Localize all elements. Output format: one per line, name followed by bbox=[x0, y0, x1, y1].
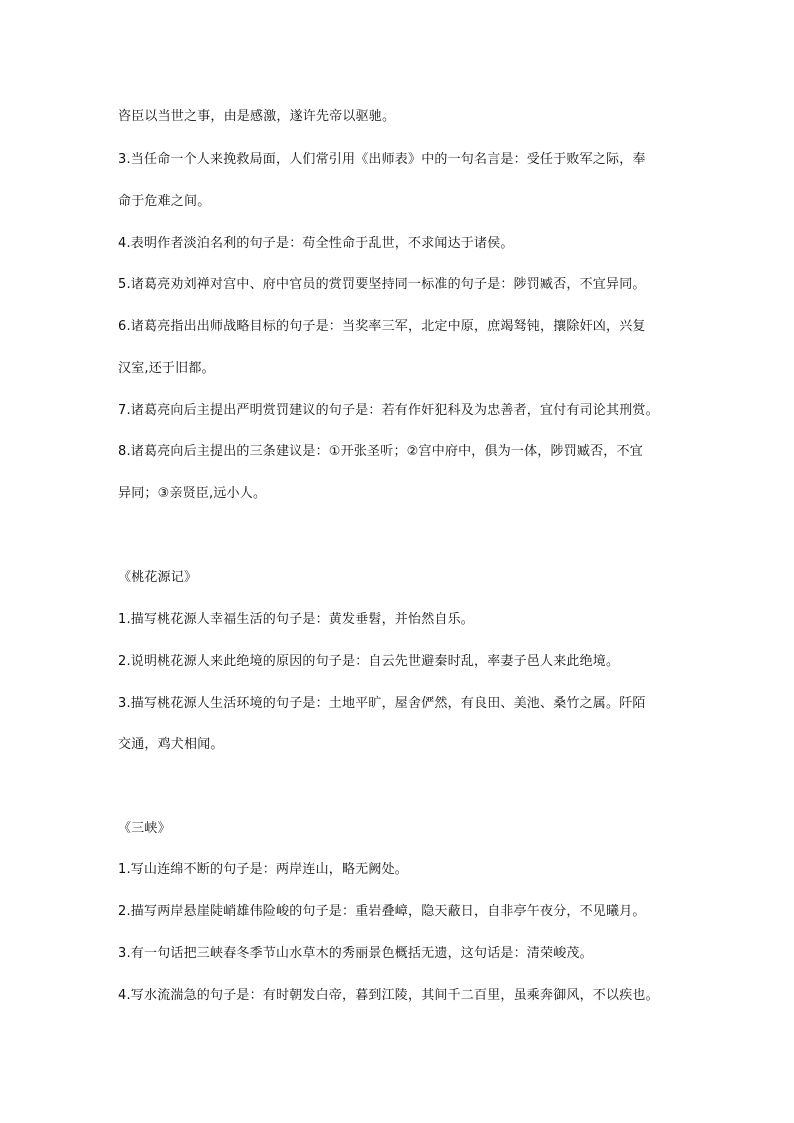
text-line: 2.说明桃花源人来此绝境的原因的句子是：自云先世避秦时乱，率妻子邑人来此绝境。 bbox=[118, 654, 620, 669]
text-line: 交通，鸡犬相闻。 bbox=[118, 737, 224, 752]
text-line: 3.描写桃花源人生活环境的句子是：土地平旷，屋舍俨然，有良田、美池、桑竹之属。阡陌 bbox=[118, 696, 646, 711]
text-line: 7.诸葛亮向后主提出严明赏罚建议的句子是：若有作奸犯科及为忠善者，宜付有司论其刑赏。 bbox=[118, 403, 659, 418]
section-heading: 《桃花源记》 bbox=[118, 570, 198, 585]
text-line: 5.诸葛亮劝刘禅对宫中、府中官员的赏罚要坚持同一标准的句子是：陟罚臧否，不宜异同。 bbox=[118, 277, 646, 292]
text-line: 异同；③亲贤臣,远小人。 bbox=[118, 486, 267, 501]
text-line: 2.描写两岸悬崖陡峭雄伟险峻的句子是：重岩叠嶂，隐天蔽日，自非亭午夜分，不见曦月。 bbox=[118, 904, 646, 919]
section-heading: 《三峡》 bbox=[118, 821, 171, 836]
text-line: 6.诸葛亮指出出师战略目标的句子是：当奖率三军，北定中原，庶竭驽钝，攘除奸凶，兴复 bbox=[118, 319, 646, 334]
text-line: 8.诸葛亮向后主提出的三条建议是：①开张圣听；②宫中府中，俱为一体，陟罚臧否，不宜 bbox=[118, 444, 643, 459]
text-line: 3.有一句话把三峡春冬季节山水草木的秀丽景色概括无遗，这句话是：清荣峻茂。 bbox=[118, 946, 593, 961]
text-line: 汉室,还于旧都。 bbox=[118, 361, 215, 376]
text-line: 1.描写桃花源人幸福生活的句子是：黄发垂髫，并怡然自乐。 bbox=[118, 612, 475, 627]
text-line: 3.当任命一个人来挽救局面，人们常引用《出师表》中的一句名言是：受任于败军之际，奉 bbox=[118, 152, 646, 167]
text-line: 1.写山连绵不断的句子是：两岸连山，略无阙处。 bbox=[118, 862, 409, 877]
text-line: 4.表明作者淡泊名利的句子是：苟全性命于乱世，不求闻达于诸侯。 bbox=[118, 236, 514, 251]
text-line: 命于危难之间。 bbox=[118, 194, 211, 209]
text-line: 4.写水流湍急的句子是：有时朝发白帝，暮到江陵，其间千二百里，虽乘奔御风，不以疾也。 bbox=[118, 988, 659, 1003]
text-line: 咨臣以当世之事，由是感激，遂许先帝以驱驰。 bbox=[118, 109, 396, 124]
